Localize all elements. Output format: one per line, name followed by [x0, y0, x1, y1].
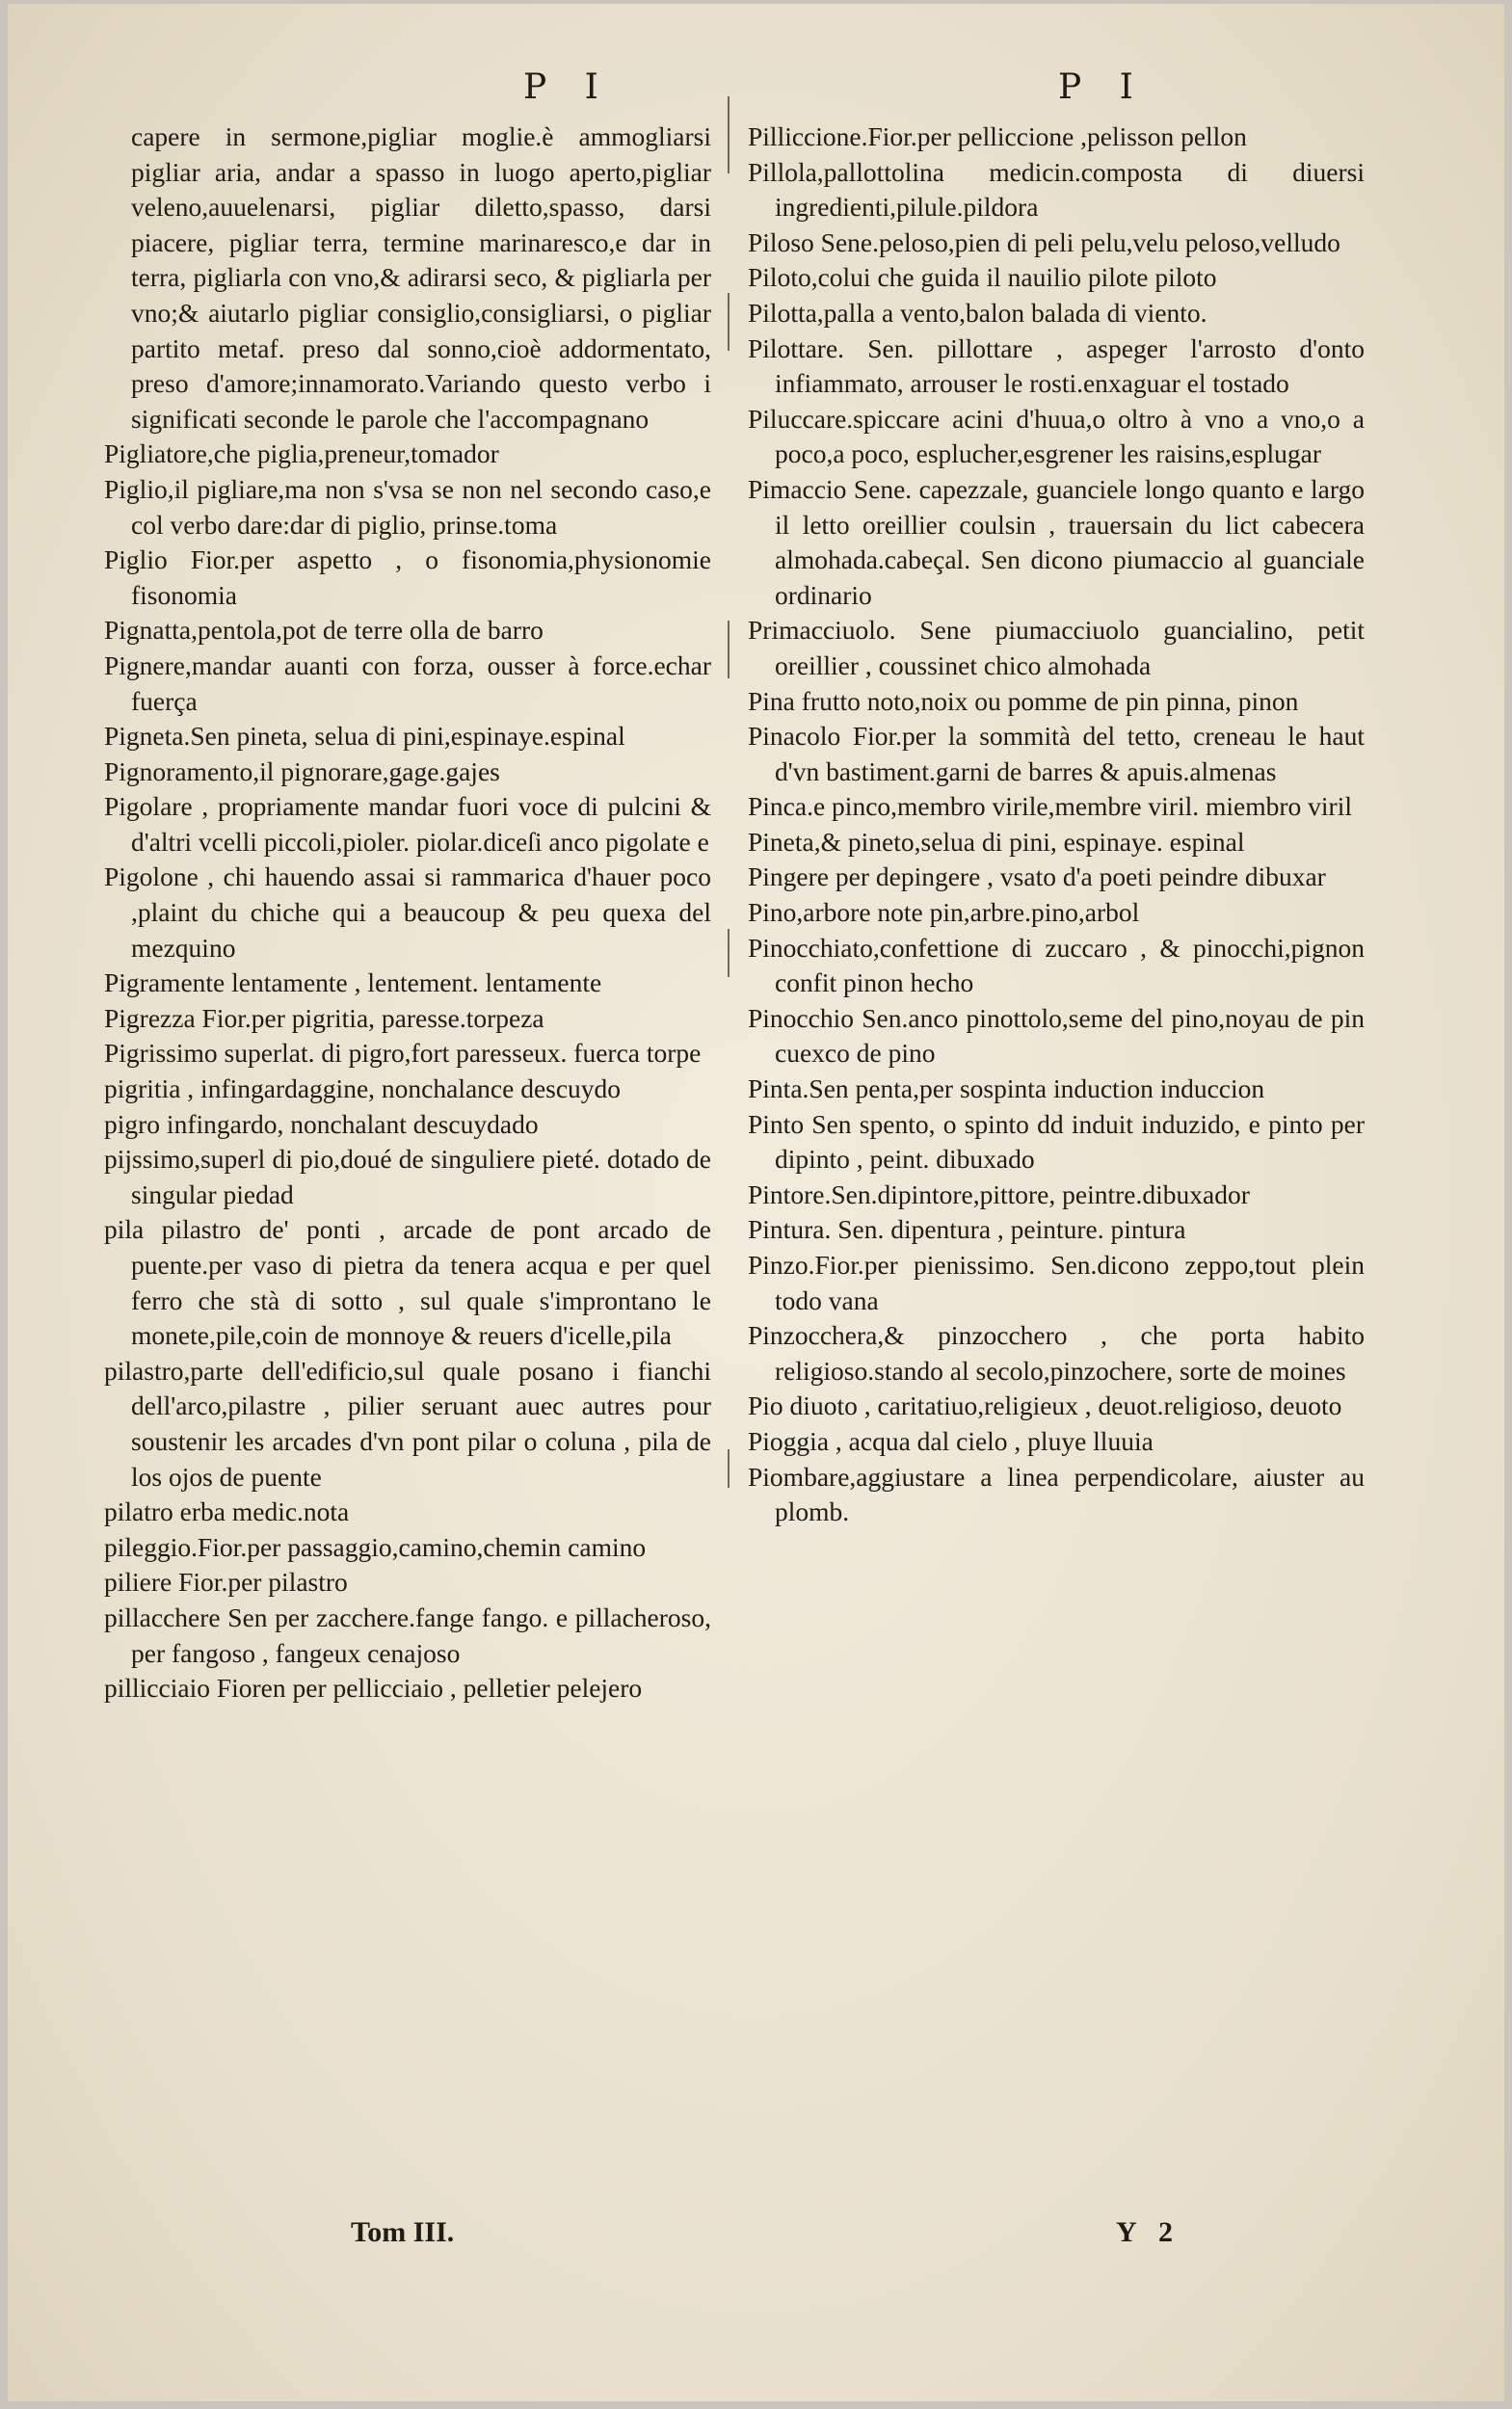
- left-column: [104, 119, 711, 1707]
- dictionary-entry: Pigrezza Fior.per pigritia, paresse.torpeza: [104, 1002, 544, 1033]
- dictionary-entry: Pioggia , acqua dal cielo , pluye lluuia: [748, 1425, 1154, 1456]
- dictionary-entry: Pignoramento,il pignorare,gage.gajes: [104, 755, 500, 786]
- dictionary-entry: pigro infingardo, nonchalant descuydado: [104, 1108, 539, 1139]
- dictionary-entry: Piglio Fior.per aspetto , o fisonomia,physionomie fisonomia: [104, 544, 711, 610]
- dictionary-entry: pillicciaio Fioren per pellicciaio , pelletier pelejero: [104, 1673, 643, 1704]
- column-rule: [728, 929, 729, 977]
- dictionary-entry: Piloto,colui che guida il nauilio pilote piloto: [748, 262, 1217, 293]
- dictionary-entry: Pilottare. Sen. pillottare , aspeger l'arrosto d'onto infiammato, arrouser le rosti.enxaguar el tostado: [748, 332, 1365, 399]
- dictionary-entry: Pinocchio Sen.anco pinottolo,seme del pino,noyau de pin cuexco de pino: [748, 1002, 1365, 1069]
- header-right: P I: [1058, 67, 1147, 107]
- dictionary-entry: Pino,arbore note pin,arbre.pino,arbol: [748, 897, 1140, 928]
- dictionary-entry: Pina frutto noto,noix ou pomme de pin pinna, pinon: [748, 685, 1299, 716]
- dictionary-entry: Pignere,mandar auanti con forza, ousser à force.echar fuerça: [104, 649, 711, 716]
- dictionary-entry: pillacchere Sen per zacchere.fange fango. e pillacherosо, per fangoso , fangeux cenajoso: [104, 1602, 711, 1668]
- dictionary-entry: Piombare,aggiustare a linea perpendicolare, aiuster au plomb.: [748, 1461, 1365, 1527]
- signature-mark: Y 2: [1116, 2216, 1181, 2248]
- dictionary-entry: Piloso Sene.peloso,pien di peli pelu,velu peloso,velludo: [748, 226, 1340, 257]
- dictionary-entry: Pignatta,pentola,pot de terre olla de barro: [104, 615, 544, 646]
- dictionary-entry: Pilliccione.Fior.per pelliccione ,pelisson pellon: [748, 121, 1247, 151]
- dictionary-entry: Pinzocchera,& pinzocchero , che porta habito religioso.stando al secolo,pinzochere, sorte de moines: [748, 1320, 1365, 1386]
- dictionary-entry: Pigliatore,che piglia,preneur,tomador: [104, 438, 499, 469]
- dictionary-entry: pigritia , infingardaggine, nonchalance descuydo: [104, 1073, 622, 1104]
- volume-label: Tom III.: [351, 2216, 455, 2248]
- dictionary-entry: Pillola,pallottolina medicin.composta di diuersi ingredienti,pilule.pildora: [748, 156, 1365, 223]
- column-rule: [728, 1449, 729, 1488]
- dictionary-entry: Pigolare , propriamente mandar fuori voce di pulcini & d'altri vcelli piccoli,pioler. piolar.diceſi anco pigolate e: [104, 791, 711, 857]
- right-column: [748, 119, 1365, 1530]
- dictionary-entry: pijssimo,superl di pio,doué de singuliere pieté. dotado de singular piedad: [104, 1144, 711, 1209]
- dictionary-entry: piliere Fior.per pilastro: [104, 1567, 348, 1598]
- dictionary-entry: Pinocchiato,confettione di zuccaro , & pinocchi,pignon confit pinon hecho: [748, 932, 1365, 998]
- dictionary-entry: Pigneta.Sen pineta, selua di pini,espinaye.espinal: [104, 721, 625, 752]
- column-rule: [728, 621, 729, 678]
- dictionary-entry: Pigrissimo superlat. di pigro,fort paresseux. fuerca torpe: [104, 1038, 702, 1069]
- dictionary-entry: Pinacolo Fior.per la sommità del tetto, creneau le haut d'vn bastiment.garni de barres & apuis.almenas: [748, 721, 1365, 786]
- running-header: [8, 67, 1504, 116]
- book-page: [8, 4, 1504, 2401]
- dictionary-entry: Pio diuoto , caritatiuo,religieux , deuot.religioso, deuoto: [748, 1390, 1342, 1421]
- header-left: P I: [523, 67, 612, 107]
- dictionary-entry: Pinca.e pinco,membro virile,membre viril. miembro viril: [748, 791, 1352, 822]
- dictionary-entry: Pinzo.Fior.per pienissimo. Sen.dicono zeppo,tout plein todo vana: [748, 1250, 1365, 1315]
- dictionary-entry: Piglio,il pigliare,ma non s'vsa se non nel secondo caso,e col verbo dare:dar di piglio, prinse.toma: [104, 473, 711, 540]
- dictionary-entry: Pintore.Sen.dipintore,pittore, peintre.dibuxador: [748, 1178, 1250, 1209]
- dictionary-entry: Pineta,& pineto,selua di pini, espinaye. espinal: [748, 826, 1245, 857]
- dictionary-entry: Pingere per depingere , vsato d'a poeti peindre dibuxar: [748, 861, 1326, 892]
- dictionary-entry: Pigolone , chi hauendo assai si rammarica d'hauer poco ,plaint du chiche qui a beaucoup & peu quexa del mezquino: [104, 861, 711, 963]
- dictionary-entry: Pigramente lentamente , lentement. lentamente: [104, 967, 602, 998]
- dictionary-entry: Pilotta,palla a vento,balon balada di viento.: [748, 297, 1207, 328]
- column-rule: [728, 293, 729, 351]
- dictionary-entry: capere in sermone,pigliar moglie.è ammogliarsi pigliar aria, andar a spasso in luogo aperto,pigliar veleno,auuelenarsi, pigliar diletto,spasso, darsi piacere, pigliar terra, termine marinaresco,e dar in terra, pigliarla con vno,& adirarsi seco, & pigliarla per vno;& aiutarlo pigliar consiglio,consigliarsi, o pigliar partito metaf. preso dal sonno,cioè addormentato, preso d'amore;innamorato.Variando questo verbo i significati seconde le parole che l'accompagnano: [131, 121, 711, 434]
- dictionary-entry: Pinto Sen spento, o spinto dd induit induzido, e pinto per dipinto , peint. dibuxado: [748, 1108, 1365, 1175]
- dictionary-entry: Pinta.Sen penta,per sospinta induction induccion: [748, 1073, 1265, 1104]
- dictionary-entry: Pimaccio Sene. capezzale, guanciele longo quanto e largo il letto oreillier coulsin , trauersain du lict cabecera almohada.cabeçal. Sen dicono piumaccio al guanciale ordinario: [748, 473, 1365, 610]
- dictionary-entry: Pintura. Sen. dipentura , peinture. pintura: [748, 1214, 1186, 1245]
- column-rule: [728, 96, 729, 173]
- dictionary-entry: pileggio.Fior.per passaggio,camino,chemin camino: [104, 1531, 647, 1562]
- dictionary-entry: pilastro,parte dell'edificio,sul quale posano i fianchi dell'arco,pilastre , pilier seruant auec autres pour soustenir les arcades d'vn pont pilar o coluna , pila de los ojos de puente: [104, 1355, 711, 1492]
- dictionary-entry: Piluccare.spiccare acini d'huua,o oltro à vno a vno,o a poco,a poco, esplucher,esgrener les raisins,esplugar: [748, 403, 1365, 469]
- dictionary-entry: Primacciuolo. Sene piumacciuolo guancialino, petit oreillier , coussinet chico almohada: [748, 615, 1365, 680]
- dictionary-entry: pila pilastro de' ponti , arcade de pont arcado de puente.per vaso di pietra da tenera acqua e per quel ferro che stà di sotto , sul quale s'improntano le monete,pile,coin de monnoye & reuers d'icelle,pila: [104, 1214, 711, 1351]
- dictionary-entry: pilatro erba medic.nota: [104, 1496, 350, 1527]
